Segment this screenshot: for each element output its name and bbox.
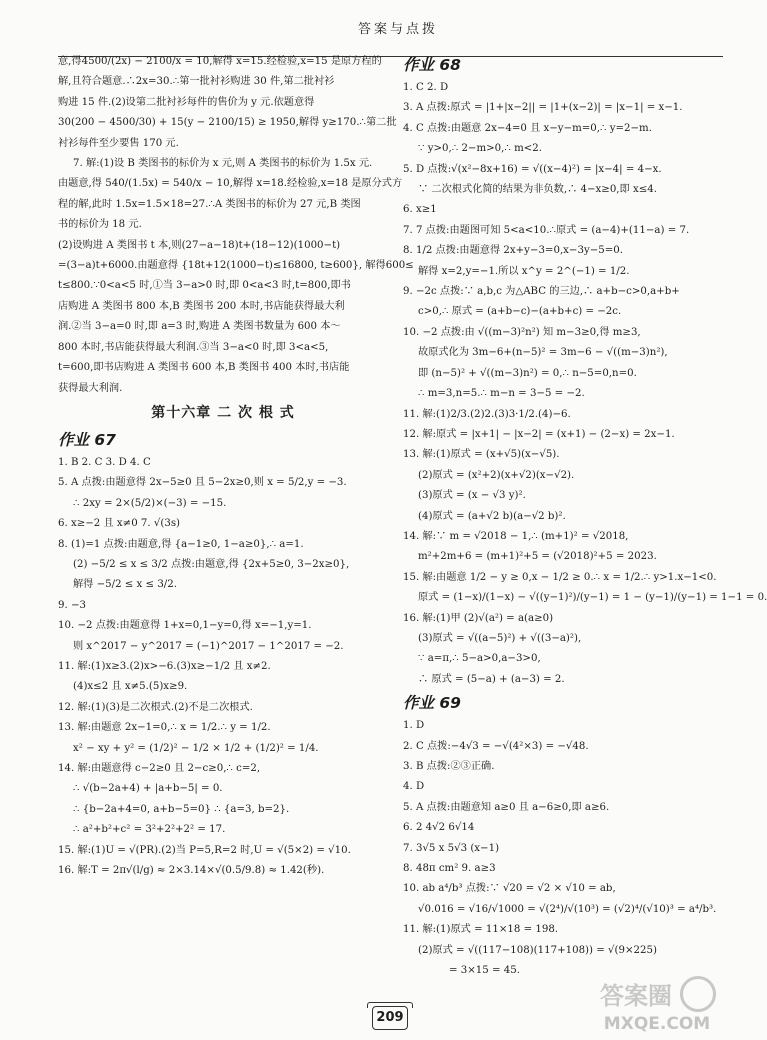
chapter-title: 第十六章 二 次 根 式 [151, 404, 295, 421]
text-line: 12. 解:(1)(3)是二次根式.(2)不是二次根式. [58, 701, 253, 713]
text-line: (4)原式 = (a+√2 b)(a−√2 b)². [418, 510, 566, 522]
text-line: x² − xy + y² = (1/2)² − 1/2 × 1/2 + (1/2)² = 1/4. [73, 742, 319, 754]
text-line: 13. 解:由题意 2x−1=0,∴ x = 1/2.∴ y = 1/2. [58, 722, 271, 734]
text-line: 原式 = (1−x)/(1−x) − √((y−1)²)/(y−1) = 1 − (y−1)/(y−1) = 1−1 = 0. [418, 592, 767, 604]
homework-heading: 作业 67 [58, 430, 116, 449]
text-line: 润.②当 3−a=0 时,即 a=3 时,购进 A 类图书数量为 600 本～ [58, 321, 341, 333]
text-line: 5. D 点拨:√(x²−8x+16) = √((x−4)²) = |x−4| = 4−x. [403, 163, 662, 175]
text-line: (3)原式 = √((a−5)²) + √((3−a)²), [418, 632, 582, 644]
text-line: 7. 解:(1)设 B 类图书的标价为 x 元,则 A 类图书的标价为 1.5x 元. [73, 158, 373, 170]
text-line: 6. x≥1 [403, 204, 437, 216]
text-line: ∵ a=π,∴ 5−a>0,a−3>0, [418, 653, 541, 665]
text-line: 4. D [403, 781, 425, 793]
text-line: 12. 解:原式 = |x+1| − |x−2| = (x+1) − (2−x) = 2x−1. [403, 428, 675, 440]
text-line: ∵ 二次根式化简的结果为非负数,∴ 4−x≥0,即 x≤4. [418, 184, 657, 196]
text-line: 1. C 2. D [403, 82, 449, 93]
text-line: t≤800.∵0<a<5 时,①当 3−a>0 时,即 0<a<3 时,t=800,即书 [58, 280, 351, 292]
text-line: 10. −2 点拨:由 √((m−3)²n²) 知 m−3≥0,得 m≥3, [403, 326, 641, 338]
text-line: c>0,∴ 原式 = (a+b−c)−(a+b+c) = −2c. [418, 306, 622, 318]
text-line: (2)设购进 A 类图书 t 本,则(27−a−18)t+(18−12)(1000−t) [58, 239, 341, 251]
text-line: 2. C 点拨:−4√3 = −√(4²×3) = −√48. [403, 740, 589, 752]
watermark-logo [592, 976, 722, 1034]
homework-heading: 作业 69 [403, 694, 461, 713]
text-line: ∴ 原式 = (5−a) + (a−3) = 2. [418, 673, 565, 685]
text-line: ∴ m=3,n=5.∴ m−n = 3−5 = −2. [418, 388, 585, 400]
text-line: (4)x≤2 且 x≠5.(5)x≥9. [73, 681, 188, 693]
text-line: ∵ y>0,∴ 2−m>0,∴ m<2. [418, 143, 543, 155]
text-line: (2) −5/2 ≤ x ≤ 3/2 点拨:由题意,得 {2x+5≥0, 3−2x≥0}, [73, 558, 350, 570]
right-column [403, 52, 767, 981]
text-line: 5. A 点拨:由题意知 a≥0 且 a−6≥0,即 a≥6. [403, 801, 610, 813]
homework-heading: 作业 68 [403, 56, 461, 74]
text-line: = 3×15 = 45. [449, 965, 520, 977]
text-line: 店购进 A 类图书 800 本,B 类图书 200 本时,书店能获得最大利 [58, 300, 345, 312]
text-line: ∴ √(b−2a+4) + |a+b−5| = 0. [73, 783, 223, 795]
text-line: 购进 15 件.(2)设第二批衬衫每件的售价为 y 元.依题意得 [58, 96, 315, 108]
text-line: 解得 −5/2 ≤ x ≤ 3/2. [73, 579, 177, 591]
text-line: 11. 解:(1)x≥3.(2)x>−6.(3)x≥−1/2 且 x≠2. [58, 660, 271, 672]
text-line: (3)原式 = (x − √3 y)². [418, 490, 526, 502]
watermark-url: MXQE.COM [603, 1014, 711, 1034]
text-line: 程的解,此时 1.5x=1.5×18=27.∴A 类图书的标价为 27 元,B 类图 [58, 198, 361, 210]
text-line: 8. (1)=1 点拨:由题意,得 {a−1≥0, 1−a≥0},∴ a=1. [58, 538, 304, 550]
text-line: 9. −2c 点拨:∵ a,b,c 为△ABC 的三边,∴ a+b−c>0,a+b+ [403, 286, 680, 298]
text-line: 10. ab a⁴/b³ 点拨:∵ √20 = √2 × √10 = ab, [403, 883, 616, 895]
text-line: 7. 7 点拨:由题图可知 5<a<10.∴原式 = (a−4)+(11−a) = 7. [403, 224, 690, 236]
text-line: ∴ {b−2a+4=0, a+b−5=0} ∴ {a=3, b=2}. [73, 803, 290, 815]
text-line: 15. 解:(1)U = √(PR).(2)当 P=5,R=2 时,U = √(5×2) = √10. [58, 844, 351, 856]
text-line: ∴ 2xy = 2×(5/2)×(−3) = −15. [73, 497, 227, 509]
text-line: 800 本时,书店能获得最大利润.③当 3−a<0 时,即 3<a<5, [58, 341, 329, 353]
text-line: 6. 2 4√2 6√14 [403, 822, 475, 834]
page-header [0, 18, 750, 42]
text-line: 解,且符合题意.∴2x=30.∴第一批衬衫购进 30 件,第二批衬衫 [58, 76, 335, 88]
text-line: √0.016 = √16/√1000 = √(2⁴)/√(10³) = (√2)⁴/(√10)³ = a⁴/b³. [418, 903, 717, 915]
text-line: 8. 1/2 点拨:由题意得 2x+y−3=0,x−3y−5=0. [403, 245, 623, 257]
text-line: 解得 x=2,y=−1.所以 x^y = 2^(−1) = 1/2. [418, 265, 630, 277]
text-line: 1. B 2. C 3. D 4. C [58, 456, 151, 468]
text-line: 8. 48π cm² 9. a≥3 [403, 863, 496, 875]
text-line: 5. A 点拨:由题意得 2x−5≥0 且 5−2x≥0,则 x = 5/2,y = −3. [58, 477, 347, 489]
text-line: 7. 3√5 x 5√3 (x−1) [403, 842, 500, 854]
text-line: 15. 解:由题意 1/2 − y ≥ 0,x − 1/2 ≥ 0.∴ x = 1/2.∴ y>1.x−1<0. [403, 571, 717, 583]
text-line: m²+2m+6 = (m+1)²+5 = (√2018)²+5 = 2023. [418, 551, 657, 563]
text-line: t=600,即书店购进 A 类图书 600 本,B 类图书 400 本时,书店能 [58, 362, 350, 374]
text-line: 书的标价为 18 元. [58, 219, 142, 231]
text-line: 11. 解:(1)2/3.(2)2.(3)3·1/2.(4)−6. [403, 408, 571, 420]
text-line: 3. A 点拨:原式 = |1+|x−2|| = |1+(x−2)| = |x−1| = x−1. [403, 102, 683, 114]
watermark-cn: 答案圈 [600, 982, 672, 1010]
text-line: 1. D [403, 720, 425, 732]
text-line: 衬衫每件至少要售 170 元. [58, 137, 179, 149]
text-line: 即 (n−5)² + √((m−3)n²) = 0,∴ n−5=0,n=0. [418, 367, 637, 379]
text-line: 6. x≥−2 且 x≠0 7. √(3s) [58, 518, 181, 530]
text-line: 4. C 点拨:由题意 2x−4=0 且 x−y−m=0,∴ y=2−m. [403, 122, 652, 134]
text-line: 则 x^2017 − y^2017 = (−1)^2017 − 1^2017 = −2. [73, 640, 344, 652]
text-line: 14. 解:∵ m = √2018 − 1,∴ (m+1)² = √2018, [403, 530, 629, 542]
text-line: 3. B 点拨:②③正确. [403, 761, 495, 772]
text-line: 11. 解:(1)原式 = 11×18 = 198. [403, 924, 559, 936]
header-title: 答案与点拨 [357, 22, 438, 37]
text-line: 16. 解:T = 2π√(l/g) ≈ 2×3.14×√(0.5/9.8) ≈ 1.42(秒). [58, 865, 325, 877]
text-line: 故原式化为 3m−6+(n−5)² = 3m−6 − √((m−3)n²), [418, 347, 668, 359]
text-line: 意,得4500/(2x) − 2100/x = 10,解得 x=15.经检验,x=15 是原方程的 [58, 56, 382, 67]
text-line: (2)原式 = (x²+2)(x+√2)(x−√2). [418, 469, 575, 481]
text-line: 30(200 − 4500/30) + 15(y − 2100/15) ≥ 1950,解得 y≥170.∴第二批 [58, 117, 397, 129]
page-number: 209 [372, 1006, 408, 1030]
text-line: 14. 解:由题意得 c−2≥0 且 2−c≥0,∴ c=2, [58, 763, 261, 774]
text-line: =(3−a)t+6000.由题意得 {18t+12(1000−t)≤16800, t≥600}, 解得600≤ [58, 260, 414, 272]
text-line: (2)原式 = √((117−108)(117+108)) = √(9×225) [418, 944, 657, 956]
text-line: 获得最大利润. [58, 382, 123, 394]
text-line: 16. 解:(1)甲 (2)√(a²) = a(a≥0) [403, 612, 554, 624]
text-line: ∴ a²+b²+c² = 3²+2²+2² = 17. [73, 824, 226, 836]
text-line: 9. −3 [58, 599, 86, 611]
text-line: 13. 解:(1)原式 = (x+√5)(x−√5). [403, 449, 560, 461]
text-line: 10. −2 点拨:由题意得 1+x=0,1−y=0,得 x=−1,y=1. [58, 620, 312, 632]
text-line: 由题意,得 540/(1.5x) = 540/x − 10,解得 x=18.经检验,x=18 是原分式方 [58, 178, 403, 190]
